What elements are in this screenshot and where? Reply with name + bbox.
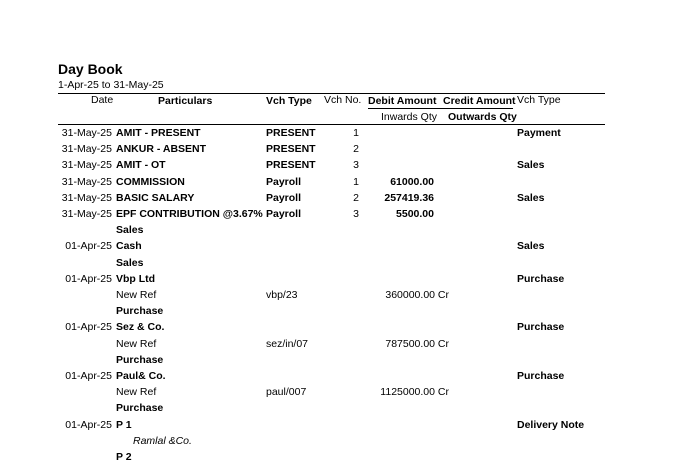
header-vch-type: Vch Type [266,95,312,107]
row-vch-type: Payroll [266,191,302,204]
row-particulars: New Ref [116,386,157,399]
row-particulars: P 2 [116,451,132,463]
row-particulars: COMMISSION [116,175,185,188]
row-amount: 5500.00 [396,208,434,220]
report-title: Day Book [58,61,123,77]
header-credit: Credit Amount [443,95,516,107]
header-debit: Debit Amount [368,95,437,107]
row-amount: 360000.00 Cr [385,289,449,301]
row-date: 31-May-25 [61,175,112,188]
row-amount: 257419.36 [384,191,434,204]
row-particulars: AMIT - OT [116,159,166,172]
row-amount: 787500.00 Cr [385,337,449,350]
row-vch-no: 3 [353,159,359,172]
row-vch-type-2: Sales [517,159,545,172]
row-date: 31-May-25 [61,191,112,204]
row-date: 01-Apr-25 [65,370,112,382]
row-date: 01-Apr-25 [65,272,112,285]
row-vch-type-2: Sales [517,240,545,253]
row-amount: 61000.00 [390,175,434,188]
row-particulars: AMIT - PRESENT [116,127,201,139]
row-vch-type: Payroll [266,175,302,188]
row-date: 31-May-25 [61,208,112,220]
row-particulars: Sez & Co. [116,321,165,334]
row-vch-type: paul/007 [266,386,307,399]
row-amount: 1125000.00 Cr [380,386,449,399]
row-date: 01-Apr-25 [65,240,112,253]
row-vch-no: 1 [353,127,359,139]
row-vch-type: PRESENT [266,127,316,139]
row-particulars: P 1 [116,418,132,431]
row-vch-type-2: Sales [517,191,545,204]
header-date: Date [91,94,114,106]
row-particulars: BASIC SALARY [116,191,195,204]
row-date: 01-Apr-25 [65,418,112,431]
header-rule-mid [368,108,513,109]
row-vch-type-2: Payment [517,127,561,139]
row-vch-type: vbp/23 [266,289,298,301]
row-vch-type: PRESENT [266,159,316,172]
report-period: 1-Apr-25 to 31-May-25 [58,79,164,91]
row-vch-type: Payroll [266,208,302,220]
header-rule-bottom [58,124,605,125]
row-vch-no: 2 [353,191,359,204]
header-particulars: Particulars [158,95,213,107]
row-particulars: New Ref [116,289,157,301]
row-vch-type-2: Delivery Note [517,418,585,431]
row-particulars: ANKUR - ABSENT [116,143,207,156]
row-vch-type: sez/in/07 [266,337,309,350]
row-date: 31-May-25 [61,159,112,172]
header-vch-type-2: Vch Type [517,94,561,106]
row-particulars: Purchase [116,353,164,366]
header-rule-top [58,93,605,94]
row-particulars: Sales [116,256,144,269]
row-vch-type-2: Purchase [517,272,565,285]
row-particulars: Ramlal &Co. [133,434,192,447]
row-date: 31-May-25 [61,127,112,139]
row-date: 01-Apr-25 [65,321,112,334]
row-vch-no: 3 [353,208,359,220]
row-particulars: Purchase [116,402,164,415]
row-particulars: Vbp Ltd [116,272,156,285]
row-vch-type-2: Purchase [517,370,565,382]
header-outwards: Outwards Qty [448,111,517,123]
row-vch-no: 1 [353,175,359,188]
row-particulars: New Ref [116,337,157,350]
row-vch-type-2: Purchase [517,321,565,334]
row-particulars: Paul& Co. [116,370,166,382]
row-particulars: Sales [116,224,144,237]
header-vch-no: Vch No. [324,94,362,106]
row-vch-no: 2 [353,143,359,156]
row-particulars: Purchase [116,305,164,318]
header-inwards: Inwards Qty [381,111,438,123]
row-particulars: Cash [116,240,142,253]
row-date: 31-May-25 [61,143,112,156]
row-vch-type: PRESENT [266,143,316,156]
row-particulars: EPF CONTRIBUTION @3.67% [116,208,263,220]
